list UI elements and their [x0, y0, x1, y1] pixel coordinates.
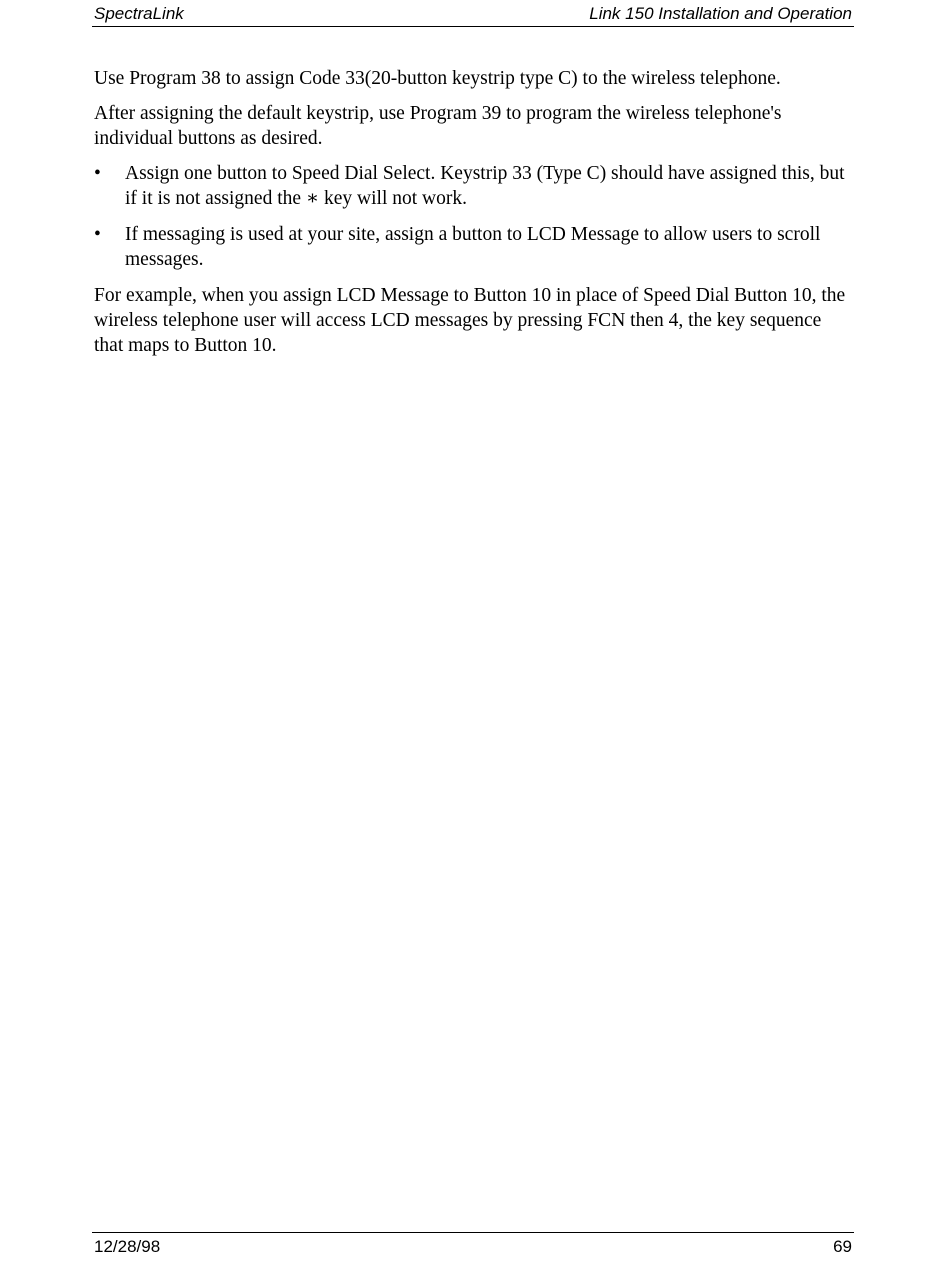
bullet-icon: •	[94, 163, 101, 184]
header-company-name: SpectraLink	[94, 4, 184, 23]
paragraph-program-39: After assigning the default keystrip, use Program 39 to program the wireless telephone's individual buttons as desired.	[94, 103, 782, 149]
page-header	[92, 2, 854, 27]
bullet-text-speed-dial: Assign one button to Speed Dial Select. Keystrip 33 (Type C) should have assigned this, but if it is not assigned the ∗ key will not work.	[125, 163, 845, 209]
paragraph-example: For example, when you assign LCD Message to Button 10 in place of Speed Dial Button 10, the wireless telephone user will access LCD messages by pressing FCN then 4, the key sequence that maps to Button 10.	[94, 285, 846, 356]
page-footer	[92, 1232, 854, 1256]
footer-page-number: 69	[833, 1237, 852, 1256]
paragraph-program-38: Use Program 38 to assign Code 33(20-button keystrip type C) to the wireless telephone.	[94, 68, 781, 89]
header-document-title: Link 150 Installation and Operation	[589, 4, 852, 23]
list-item	[94, 222, 854, 272]
bullet-icon: •	[94, 224, 101, 245]
list-item	[94, 161, 854, 211]
bullet-text-lcd-message: If messaging is used at your site, assign a button to LCD Message to allow users to scroll messages.	[125, 224, 821, 270]
bullet-list	[94, 161, 854, 272]
page-content	[94, 66, 854, 368]
footer-date: 12/28/98	[94, 1237, 161, 1256]
